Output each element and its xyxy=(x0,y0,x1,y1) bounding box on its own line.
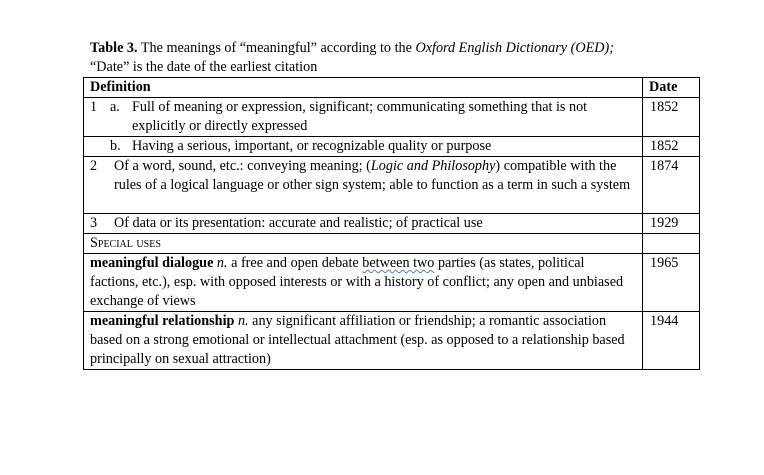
caption-note: “Date” is the date of the earliest citation xyxy=(90,59,318,75)
date-cell: 1852 xyxy=(643,98,700,137)
part-of-speech: n. xyxy=(213,255,228,271)
sub-sense-label: a. xyxy=(110,99,120,115)
date-cell: 1965 xyxy=(643,254,700,312)
definition-cell: meaningful relationship n. any significant affiliation or friendship; a romantic association based on a strong emotional or intellectual attachment (esp. as opposed to a relationship based principally on sexual attraction) xyxy=(84,312,643,370)
sense-text: Full of meaning or expression, significant; communicating something that is not explicitly or directly expressed xyxy=(132,99,588,134)
compound-term: meaningful relationship xyxy=(90,313,235,329)
date-cell: 1944 xyxy=(643,312,700,370)
caption-text: The meanings of “meaningful” according to the xyxy=(137,40,416,56)
table-row xyxy=(84,254,700,312)
part-of-speech: n. xyxy=(234,313,249,329)
table-row xyxy=(84,214,700,234)
table-row xyxy=(84,312,700,370)
table-row xyxy=(84,157,700,214)
date-header: Date xyxy=(643,78,700,98)
header-row xyxy=(84,78,700,98)
compound-term: meaningful dialogue xyxy=(90,255,214,271)
definition-cell xyxy=(84,157,643,214)
table-caption xyxy=(90,39,710,77)
table-row xyxy=(84,234,700,254)
caption-label: Table 3. xyxy=(90,40,138,56)
date-cell xyxy=(643,234,700,254)
table-row xyxy=(84,98,700,137)
meanings-table xyxy=(83,77,700,370)
date-cell: 1852 xyxy=(643,137,700,157)
sense-number: 2 xyxy=(90,158,98,174)
sense-number: 3 xyxy=(90,215,98,231)
definition-header: Definition xyxy=(84,78,643,98)
special-uses-heading: Special uses xyxy=(84,234,643,254)
grammar-flag: between two xyxy=(362,255,435,271)
sense-text: Having a serious, important, or recognizable quality or purpose xyxy=(132,138,492,154)
table-row xyxy=(84,137,700,157)
sense-number: 1 xyxy=(90,99,98,115)
definition-cell: meaningful dialogue n. a free and open debate between two parties (as states, political factions, etc.), esp. with opposed interests or with a history of conflict; any open and unbiased exchange of views xyxy=(84,254,643,312)
definition-cell xyxy=(84,214,643,234)
sense-text: Of a word, sound, etc.: conveying meaning; (Logic and Philosophy) compatible with the rules of a logical language or other sign system; able to function as a term in such a system xyxy=(114,158,631,193)
sub-sense-label: b. xyxy=(110,138,121,154)
caption-source: Oxford English Dictionary (OED); xyxy=(415,40,614,56)
definition-cell xyxy=(84,137,643,157)
definition-cell xyxy=(84,98,643,137)
date-cell: 1929 xyxy=(643,214,700,234)
date-cell: 1874 xyxy=(643,157,700,214)
sense-text: Of data or its presentation: accurate and realistic; of practical use xyxy=(114,215,483,231)
